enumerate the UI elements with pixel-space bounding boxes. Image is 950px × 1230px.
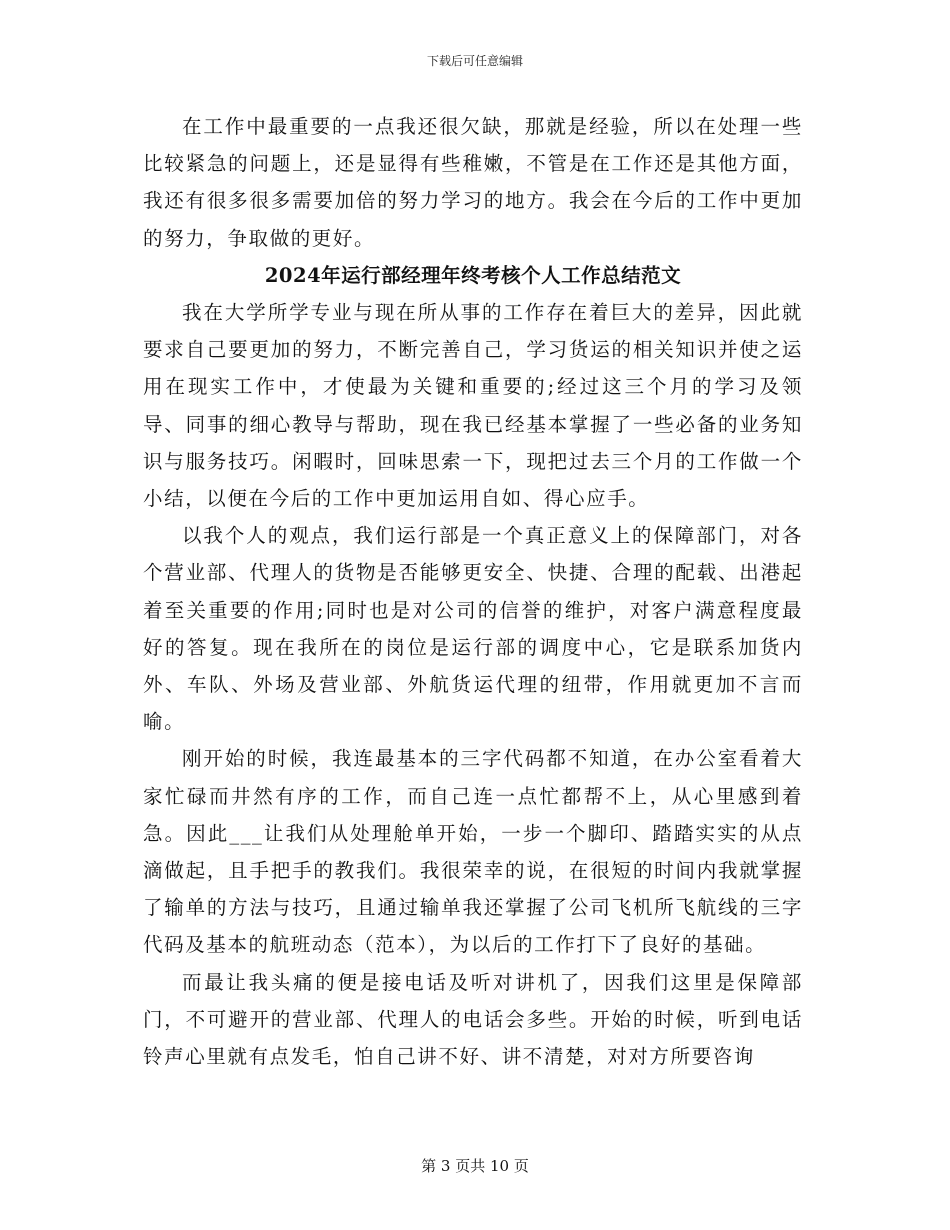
body-paragraph-4: 而最让我头痛的便是接电话及听对讲机了，因我们这里是保障部门，不可避开的营业部、代理人的电话会多些。开始的时候，听到电话铃声心里就有点发毛，怕自己讲不好、讲不清楚，对对方所要咨询 — [143, 970, 803, 1069]
body-paragraph-2: 以我个人的观点，我们运行部是一个真正意义上的保障部门，对各个营业部、代理人的货物是否能够更安全、快捷、合理的配载、出港起着至关重要的作用;同时也是对公司的信誉的维护，对客户满意程度最好的答复。现在我所在的岗位是运行部的调度中心，它是联系加货内外、车队、外场及营业部、外航货运代理的纽带，作用就更加不言而喻。 — [143, 524, 803, 734]
section-title: 2024年运行部经理年终考核个人工作总结范文 — [264, 263, 682, 287]
intro-paragraph: 在工作中最重要的一点我还很欠缺，那就是经验，所以在处理一些比较紧急的问题上，还是显得有些稚嫩，不管是在工作还是其他方面，我还有很多很多需要加倍的努力学习的地方。我会在今后的工作中更加的努力，争取做的更好。 — [143, 115, 803, 250]
body-paragraph-1: 我在大学所学专业与现在所从事的工作存在着巨大的差异，因此就要求自己要更加的努力，不断完善自己，学习货运的相关知识并使之运用在现实工作中，才使最为关键和重要的;经过这三个月的学习及领导、同事的细心教导与帮助，现在我已经基本掌握了一些必备的业务知识与服务技巧。闲暇时，回味思索一下，现把过去三个月的工作做一个小结，以便在今后的工作中更加运用自如、得心应手。 — [143, 301, 803, 511]
body-paragraph-3: 刚开始的时候，我连最基本的三字代码都不知道，在办公室看着大家忙碌而井然有序的工作，而自己连一点忙都帮不上，从心里感到着急。因此___让我们从处理舱单开始，一步一个脚印、踏踏实实的从点滴做起，且手把手的教我们。我很荣幸的说，在很短的时间内我就掌握了输单的方法与技巧，且通过输单我还掌握了公司飞机所飞航线的三字代码及基本的航班动态（范本），为以后的工作打下了良好的基础。 — [143, 747, 803, 957]
page-footer: 第 3 页共 10 页 — [421, 1157, 529, 1175]
page-header: 下载后可任意编辑 — [426, 54, 523, 68]
document-body — [143, 108, 803, 1075]
